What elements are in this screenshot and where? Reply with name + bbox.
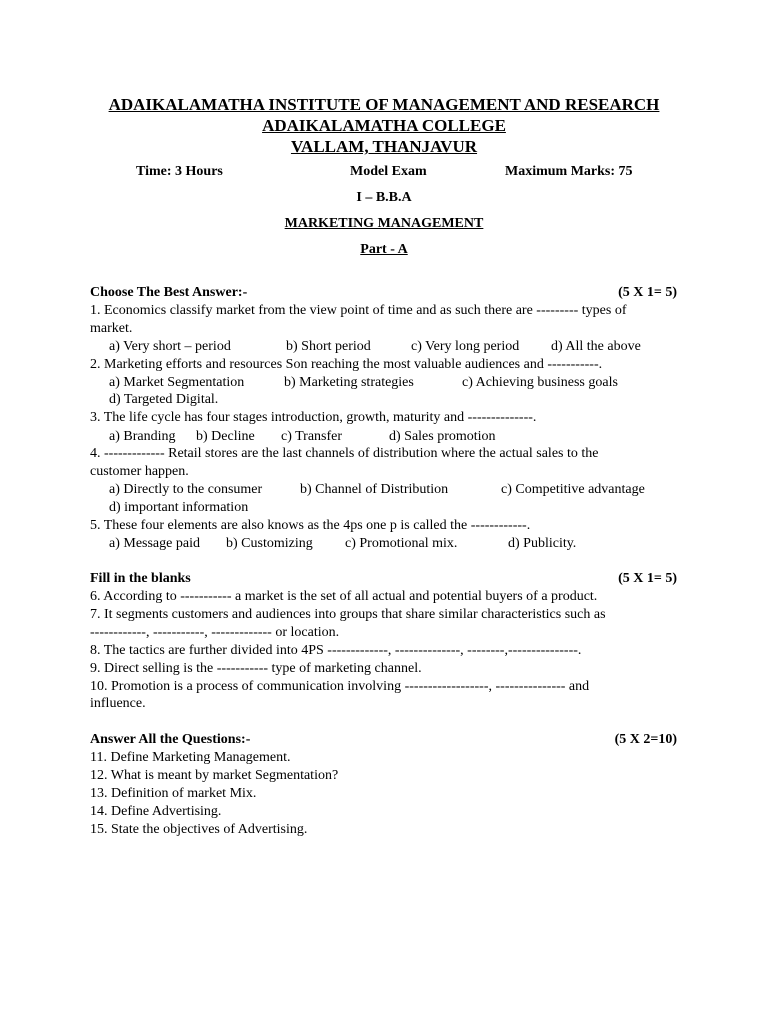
exam-type: Model Exam <box>350 164 427 179</box>
section-c-marks: (5 X 2=10) <box>614 732 677 747</box>
q5-option-b: b) Customizing <box>226 536 313 551</box>
section-b-marks: (5 X 1= 5) <box>618 571 677 586</box>
question-8: 8. The tactics are further divided into 4PS -------------, --------------, --------,---------------. <box>90 643 582 658</box>
q4-option-d: d) important information <box>109 500 249 515</box>
q5-option-a: a) Message paid <box>109 536 200 551</box>
section-a-heading: Choose The Best Answer:- <box>90 285 248 300</box>
q1-option-b: b) Short period <box>286 339 371 354</box>
class-name: I – B.B.A <box>356 190 412 205</box>
question-10: 10. Promotion is a process of communication involving ------------------, --------------- and <box>90 679 590 694</box>
q4-option-c: c) Competitive advantage <box>501 482 645 497</box>
question-1: 1. Economics classify market from the view point of time and as such there are --------- types of <box>90 303 627 318</box>
q3-option-a: a) Branding <box>109 429 176 444</box>
question-13: 13. Definition of market Mix. <box>90 786 257 801</box>
question-7: 7. It segments customers and audiences into groups that share similar characteristics such as <box>90 607 606 622</box>
exam-time: Time: 3 Hours <box>136 164 223 179</box>
q5-option-c: c) Promotional mix. <box>345 536 458 551</box>
question-15: 15. State the objectives of Advertising. <box>90 822 308 837</box>
max-marks: Maximum Marks: 75 <box>505 164 633 179</box>
q1-option-c: c) Very long period <box>411 339 520 354</box>
institute-name: ADAIKALAMATHA INSTITUTE OF MANAGEMENT AND RESEARCH <box>108 95 660 114</box>
question-2: 2. Marketing efforts and resources Son reaching the most valuable audiences and -----------. <box>90 357 603 372</box>
q2-option-c: c) Achieving business goals <box>462 375 618 390</box>
college-name: ADAIKALAMATHA COLLEGE <box>262 116 506 135</box>
question-3: 3. The life cycle has four stages introduction, growth, maturity and --------------. <box>90 410 537 425</box>
question-7-cont: ------------, -----------, ------------- or location. <box>90 625 340 640</box>
section-b-heading: Fill in the blanks <box>90 571 191 586</box>
subject-title: MARKETING MANAGEMENT <box>284 216 484 231</box>
question-10-cont: influence. <box>90 696 146 711</box>
q4-option-b: b) Channel of Distribution <box>300 482 449 497</box>
q5-option-d: d) Publicity. <box>508 536 577 551</box>
part-title: Part - A <box>360 242 408 257</box>
question-1-cont: market. <box>90 321 133 336</box>
question-9: 9. Direct selling is the ----------- type of marketing channel. <box>90 661 422 676</box>
q1-option-d: d) All the above <box>551 339 641 354</box>
q2-option-a: a) Market Segmentation <box>109 375 245 390</box>
question-5: 5. These four elements are also knows as the 4ps one p is called the ------------. <box>90 518 531 533</box>
question-4-cont: customer happen. <box>90 464 189 479</box>
q3-option-b: b) Decline <box>196 429 255 444</box>
section-a-marks: (5 X 1= 5) <box>618 285 677 300</box>
q3-option-c: c) Transfer <box>281 429 343 444</box>
q2-option-b: b) Marketing strategies <box>284 375 414 390</box>
question-14: 14. Define Advertising. <box>90 804 222 819</box>
q2-option-d: d) Targeted Digital. <box>109 392 219 407</box>
q4-option-a: a) Directly to the consumer <box>109 482 263 497</box>
college-location: VALLAM, THANJAVUR <box>290 137 478 156</box>
section-c-heading: Answer All the Questions:- <box>90 732 251 747</box>
question-12: 12. What is meant by market Segmentation? <box>90 768 339 783</box>
question-11: 11. Define Marketing Management. <box>90 750 291 765</box>
question-6: 6. According to ----------- a market is the set of all actual and potential buyers of a product. <box>90 589 598 604</box>
question-4: 4. ------------- Retail stores are the last channels of distribution where the actual sales to the <box>90 446 599 461</box>
q3-option-d: d) Sales promotion <box>389 429 496 444</box>
q1-option-a: a) Very short – period <box>109 339 231 354</box>
